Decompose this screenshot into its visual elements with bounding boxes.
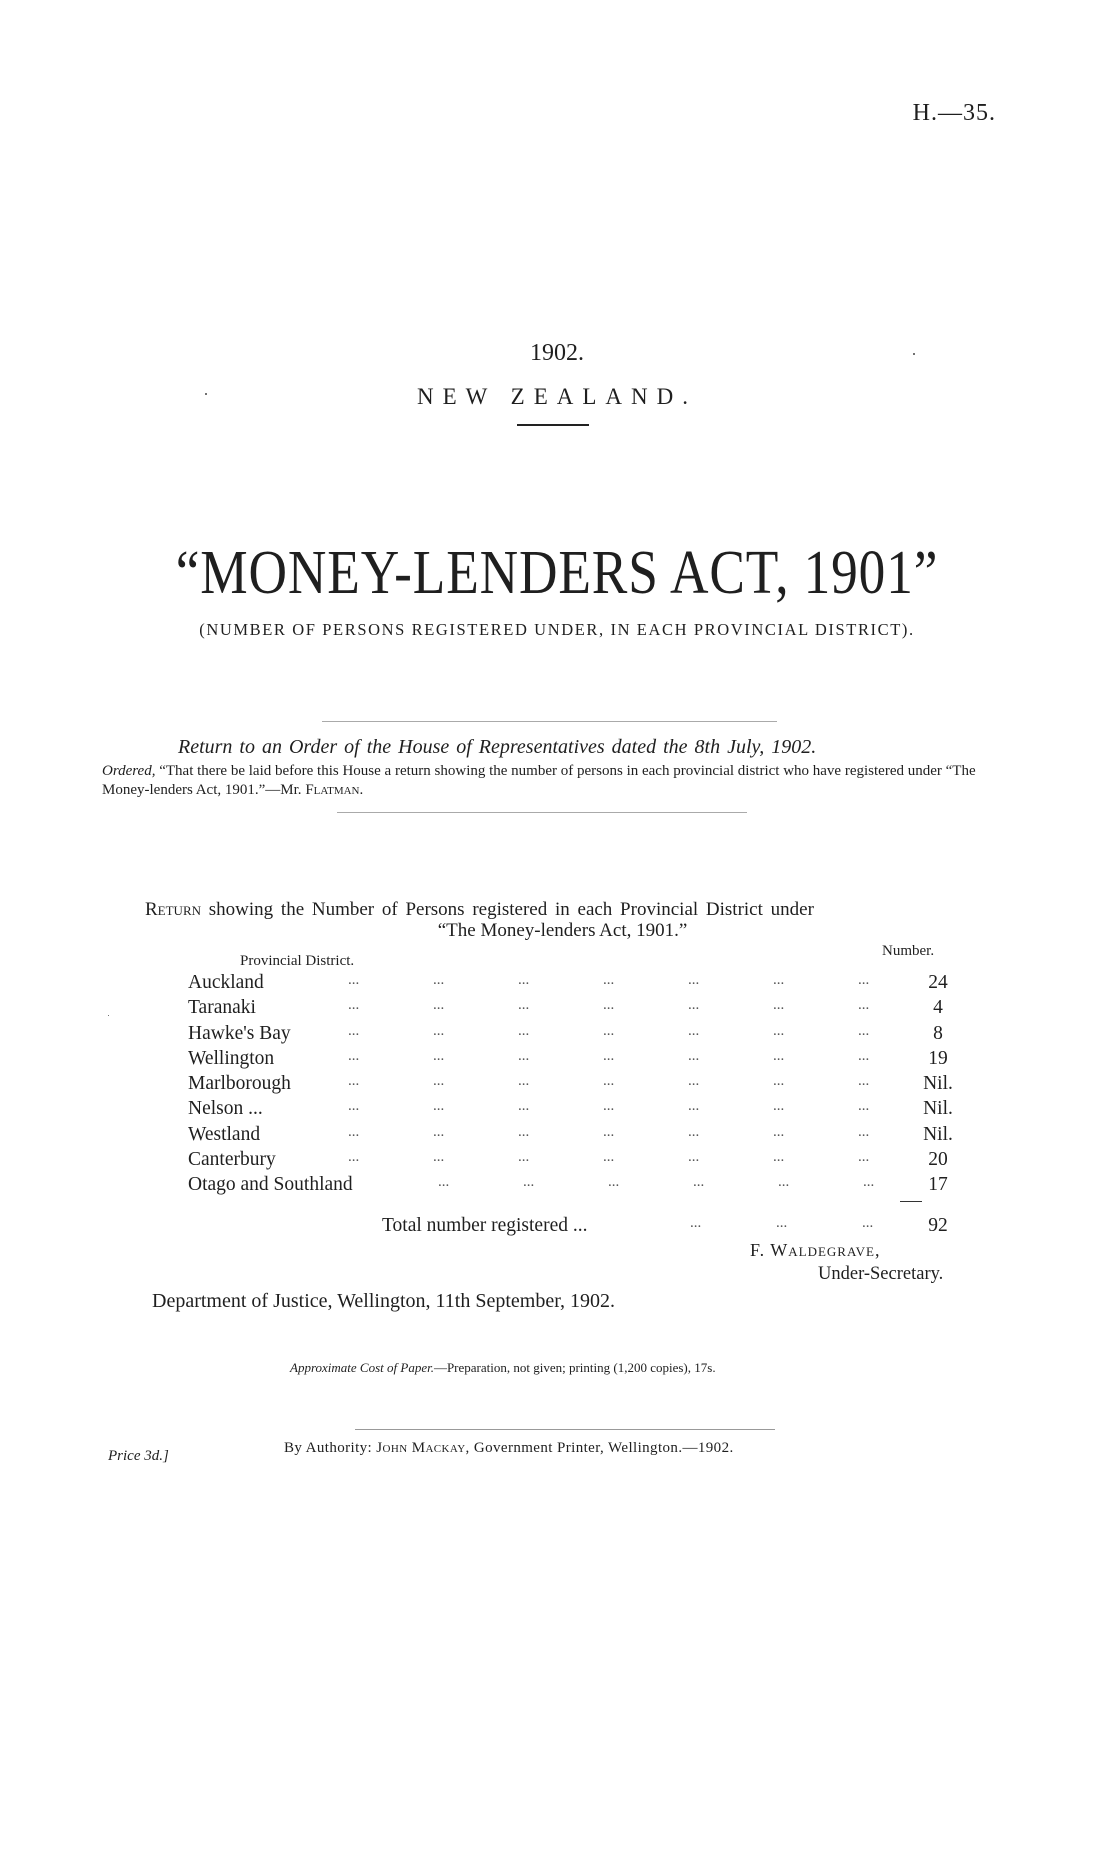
printer-name: John Mackay,: [376, 1440, 470, 1456]
sum-rule: [900, 1201, 922, 1202]
total-row: [382, 1215, 958, 1237]
ordered-paragraph: [102, 762, 1008, 800]
district-number: 24: [928, 972, 948, 993]
ordered-member-name: Flatman.: [305, 782, 364, 798]
department-date-line: Department of Justice, Wellington, 11th September, 1902.: [152, 1290, 616, 1312]
paper-speck: [913, 353, 915, 355]
return-order-line: Return to an Order of the House of Representatives dated the 8th July, 1902.: [178, 736, 817, 758]
total-label: Total number registered ...: [382, 1215, 588, 1236]
ordered-lead: Ordered,: [102, 763, 156, 779]
paper-speck: [205, 393, 207, 395]
district-number: 4: [933, 997, 943, 1019]
table-row: [188, 1048, 958, 1073]
leader-dots: ... ... ...: [690, 1215, 874, 1231]
district-name: Wellington: [188, 1047, 275, 1069]
table-row: [188, 1023, 958, 1048]
leader-dots: ... ... ... ... ... ... ...: [348, 1073, 870, 1090]
document-year: 1902.: [530, 340, 584, 366]
printer-authority: [284, 1440, 734, 1457]
column-header-number: Number.: [882, 943, 935, 959]
leader-dots: ... ... ... ... ... ... ...: [348, 997, 870, 1014]
authority-lead: By Authority:: [284, 1440, 373, 1456]
table-row: [188, 997, 958, 1022]
table-row: [188, 1149, 958, 1174]
authority-rest: Government Printer, Wellington.—1902.: [473, 1440, 734, 1456]
table-row: [188, 1073, 958, 1098]
district-number: 19: [928, 1047, 948, 1069]
cost-line: [290, 1360, 716, 1376]
table-caption-lead: Return: [145, 899, 202, 920]
district-number: Nil.: [923, 1073, 953, 1095]
total-value: 92: [928, 1215, 948, 1236]
district-number: Nil.: [923, 1098, 953, 1120]
leader-dots: ... ... ... ... ... ... ...: [348, 972, 870, 988]
paper-speck: [108, 1015, 109, 1016]
district-name: Nelson ...: [188, 1098, 263, 1120]
ordered-text: “That there be laid before this House a return showing the number of persons in each provincial district who have registered under “The Money-lenders Act, 1901.”—Mr.: [102, 763, 976, 798]
district-name: Canterbury: [188, 1149, 276, 1171]
column-header-district: Provincial District.: [240, 953, 355, 969]
cost-lead: Approximate Cost of Paper.: [290, 1360, 434, 1375]
district-name: Auckland: [188, 972, 264, 993]
district-name: Otago and Southland: [188, 1174, 353, 1196]
leader-dots: ... ... ... ... ... ... ...: [348, 1047, 870, 1064]
signatory-name: F. Waldegrave,: [750, 1240, 881, 1260]
leader-dots: ... ... ... ... ... ... ...: [348, 1123, 870, 1140]
footer-rule: [355, 1429, 775, 1430]
leader-dots: ... ... ... ... ... ... ...: [348, 1022, 870, 1039]
table-caption-line-1: [145, 899, 980, 920]
district-number: 20: [928, 1149, 948, 1171]
section-rule-top: [322, 721, 777, 722]
table-row: [188, 1124, 958, 1149]
country-heading: NEW ZEALAND.: [416, 384, 698, 409]
table-caption-text: showing the Number of Persons registered in each Provincial District under: [208, 899, 814, 920]
table-row: [188, 1174, 958, 1199]
district-name: Hawke's Bay: [188, 1022, 291, 1044]
document-subtitle: (NUMBER OF PERSONS REGISTERED UNDER, IN EACH PROVINCIAL DISTRICT).: [199, 620, 915, 639]
table-row: [188, 1098, 958, 1123]
district-name: Taranaki: [188, 997, 256, 1019]
signatory-title: Under-Secretary.: [818, 1264, 944, 1284]
document-title: “MONEY-LENDERS ACT, 1901”: [175, 539, 939, 607]
cost-text: —Preparation, not given; printing (1,200 copies), 17s.: [433, 1360, 716, 1375]
table-caption-line-2: “The Money-lenders Act, 1901.”: [437, 920, 688, 941]
heading-rule: [517, 424, 589, 426]
district-table-body: [188, 972, 958, 1200]
document-reference: H.—35.: [912, 100, 996, 126]
leader-dots: ... ... ... ... ... ... ...: [348, 1149, 870, 1166]
district-name: Westland: [188, 1123, 261, 1145]
section-rule-bottom: [337, 812, 747, 813]
district-name: Marlborough: [188, 1073, 291, 1095]
table-row: [188, 972, 958, 997]
table-caption: [145, 899, 980, 941]
price-label: Price 3d.]: [108, 1448, 169, 1464]
leader-dots: ... ... ... ... ... ... ...: [348, 1098, 870, 1115]
leader-dots: ... ... ... ... ... ...: [438, 1174, 875, 1191]
district-number: 8: [933, 1022, 943, 1044]
district-number: 17: [928, 1174, 948, 1196]
district-number: Nil.: [923, 1123, 953, 1145]
